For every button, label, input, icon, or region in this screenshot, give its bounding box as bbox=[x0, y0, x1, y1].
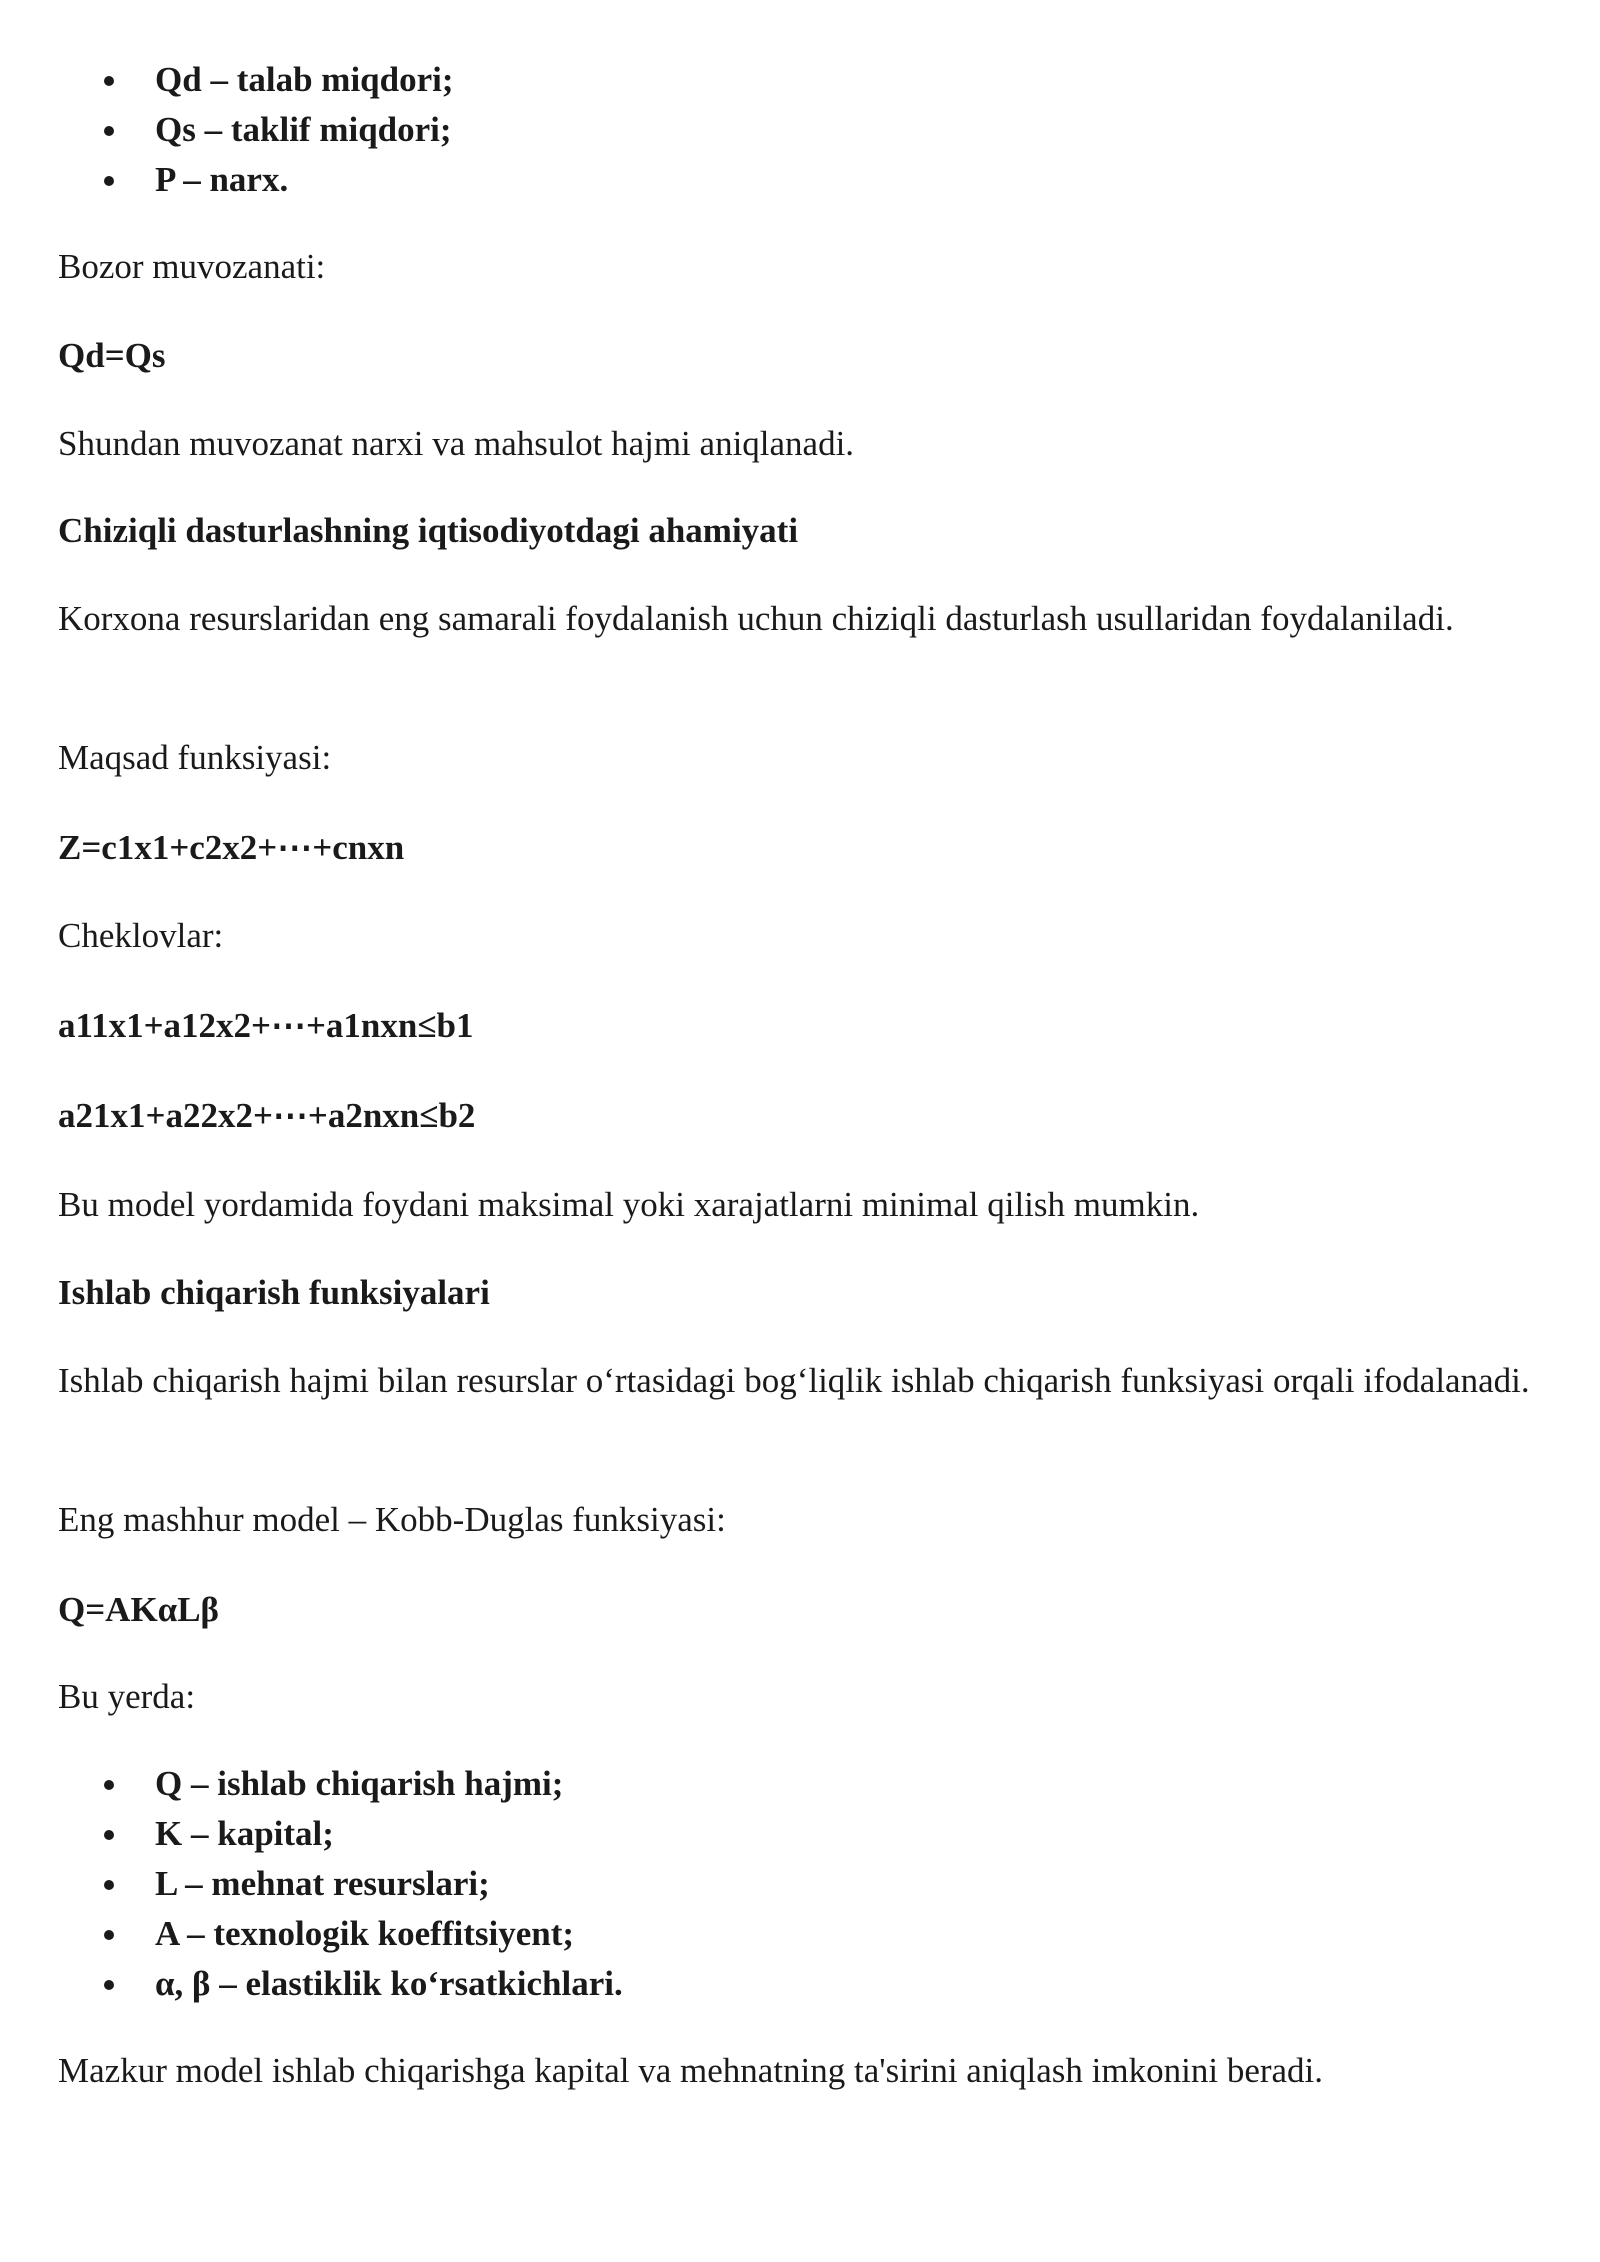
paragraph-buyerda: Bu yerda: bbox=[58, 1677, 196, 1716]
bullet-icon bbox=[104, 1980, 114, 1990]
equation-cobb-douglas: Q=AKαLβ bbox=[58, 1590, 219, 1629]
paragraph-bozor: Bozor muvozanati: bbox=[58, 247, 326, 286]
equation-constraint-2: a21x1+a22x2+⋯+a2nxn≤b2 bbox=[58, 1096, 476, 1135]
paragraph-maqsad: Maqsad funksiyasi: bbox=[58, 738, 332, 777]
equation-objective: Z=c1x1+c2x2+⋯+cnxn bbox=[58, 828, 405, 867]
heading-production-functions: Ishlab chiqarish funksiyalari bbox=[58, 1273, 490, 1312]
paragraph-cheklovlar: Cheklovlar: bbox=[58, 916, 224, 955]
equation-constraint-1: a11x1+a12x2+⋯+a1nxn≤b1 bbox=[58, 1006, 474, 1045]
bullet-icon bbox=[104, 1830, 114, 1840]
paragraph-bumodel: Bu model yordamida foydani maksimal yoki xarajatlarni minimal qilish mumkin. bbox=[58, 1185, 1200, 1224]
bullet-icon bbox=[104, 176, 114, 186]
bullet-icon bbox=[104, 1880, 114, 1890]
bullet-icon bbox=[104, 1780, 114, 1790]
bullet-icon bbox=[104, 126, 114, 136]
paragraph-shundan: Shundan muvozanat narxi va mahsulot hajmi aniqlanadi. bbox=[58, 424, 855, 463]
paragraph-ishlab: Ishlab chiqarish hajmi bilan resurslar o‘rtasidagi bog‘liqlik ishlab chiqarish funksiyasi orqali ifodalanadi. bbox=[58, 1361, 1530, 1400]
paragraph-eng: Eng mashhur model – Kobb-Duglas funksiyasi: bbox=[58, 1500, 726, 1539]
bullet-icon bbox=[104, 1930, 114, 1940]
document-page: Qd – talab miqdori; Qs – taklif miqdori; P – narx. Bozor muvozanati: Qd=Qs Shundan muvozanat narxi va mahsulot hajmi aniqlanadi. Chiziqli dasturlashning iqtisodiyotdagi ahamiyati Korxona resurslaridan eng samarali foydalanish uchun chiziqli dasturlash usullaridan foydalaniladi. Maqsad funksiyasi: Z=c1x1+c2x2+⋯+cnxn Cheklovlar: a11x1+a12x2+⋯+a1nxn≤b1 a21x1+a22x2+⋯+a2nxn≤b2 Bu model yordamida foydani maksimal yoki xarajatlarni minimal qilish mumkin. Ishlab chiqarish funksiyalari Ishlab chiqarish hajmi bilan resurslar o‘rtasidagi bog‘liqlik ishlab chiqarish funksiyasi orqali ifodalanadi. Eng mashhur model – Kobb-Duglas funksiyasi: Q=AKαLβ Bu yerda: Q – ishlab chiqarish hajmi; K – kapital; L – mehnat resurslari; A – texnologik koeffitsiyent; α, β – elastiklik ko‘rsatkichlari. Mazkur model ishlab chiqarishga kapital va mehnatning ta'sirini aniqlash imkonini beradi. bbox=[0, 0, 1600, 2262]
paragraph-korxona: Korxona resurslaridan eng samarali foydalanish uchun chiziqli dasturlash usullaridan foydalaniladi. bbox=[58, 599, 1454, 638]
heading-linear-programming: Chiziqli dasturlashning iqtisodiyotdagi ahamiyati bbox=[58, 511, 799, 550]
paragraph-mazkur: Mazkur model ishlab chiqarishga kapital va mehnatning ta'sirini aniqlash imkonini beradi. bbox=[58, 2051, 1324, 2090]
bullet-icon bbox=[104, 76, 114, 86]
equation-equilibrium: Qd=Qs bbox=[58, 336, 166, 375]
